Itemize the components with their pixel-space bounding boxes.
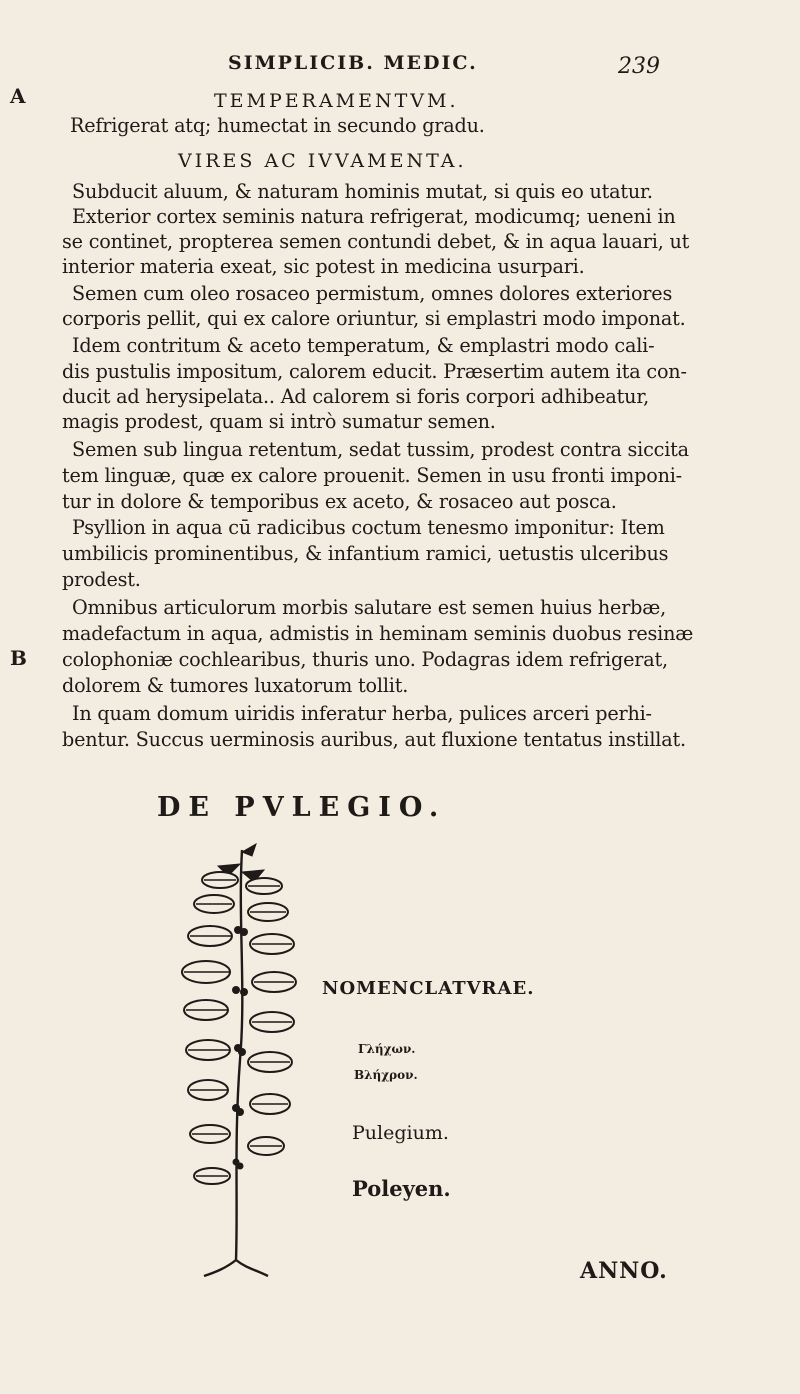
text-line: Idem contritum & aceto temperatum, & emplastri modo cali- (72, 334, 655, 357)
greek-name-glechon: Γλήχων. (358, 1042, 416, 1056)
text-line: ducit ad herysipelata.. Ad calorem si foris corpori adhibeatur, (62, 385, 650, 408)
nomenclature-heading: NOMENCLATVRAE. (322, 978, 535, 999)
margin-letter-b: B (10, 646, 27, 670)
text-line: bentur. Succus uerminosis auribus, aut fluxione tentatus instillat. (62, 728, 686, 751)
text-line: magis prodest, quam si intrò sumatur semen. (62, 410, 496, 433)
greek-name-blechron: Βλήχρον. (354, 1068, 418, 1082)
text-line: Semen sub lingua retentum, sedat tussim, prodest contra siccita (72, 438, 689, 461)
section-heading-pulegio: DE PVLEGIO. (157, 792, 447, 823)
text-line: prodest. (62, 568, 141, 591)
text-line: In quam domum uiridis inferatur herba, pulices arceri perhi- (72, 702, 652, 725)
margin-letter-a: A (10, 84, 26, 108)
text-line: tem linguæ, quæ ex calore prouenit. Semen in usu fronti imponi- (62, 464, 682, 487)
text-line: Exterior cortex seminis natura refrigerat, modicumq; ueneni in (72, 205, 676, 228)
text-line: umbilicis prominentibus, & infantium ramici, uetustis ulceribus (62, 542, 669, 565)
text-line: interior materia exeat, sic potest in medicina usurpari. (62, 255, 585, 278)
text-line: Omnibus articulorum morbis salutare est semen huius herbæ, (72, 596, 666, 619)
text-line: se continet, propterea semen contundi debet, & in aqua lauari, ut (62, 230, 690, 253)
catchword: ANNO. (580, 1258, 668, 1284)
temperamentum-text: Refrigerat atq; humectat in secundo gradu. (70, 114, 485, 137)
section-title-temperamentum: TEMPERAMENTVM. (214, 90, 459, 112)
pennyroyal-woodcut-illustration (176, 840, 302, 1280)
running-title: SIMPLICIB. MEDIC. (228, 52, 478, 74)
section-title-vires: VIRES AC IVVAMENTA. (178, 150, 467, 172)
text-line: dolorem & tumores luxatorum tollit. (62, 674, 409, 697)
text-line: madefactum in aqua, admistis in heminam seminis duobus resinæ (62, 622, 694, 645)
text-line: Semen cum oleo rosaceo permistum, omnes dolores exteriores (72, 282, 673, 305)
text-line: tur in dolore & temporibus ex aceto, & rosaceo aut posca. (62, 490, 617, 513)
text-line: colophoniæ cochlearibus, thuris uno. Podagras idem refrigerat, (62, 648, 668, 671)
text-line: Subducit aluum, & naturam hominis mutat, si quis eo utatur. (72, 180, 653, 203)
text-line: Psyllion in aqua cū radicibus coctum tenesmo imponitur: Item (72, 516, 665, 539)
latin-name: Pulegium. (352, 1122, 449, 1144)
text-line: dis pustulis impositum, calorem educit. Præsertim autem ita con- (62, 360, 687, 383)
page-number: 239 (618, 54, 660, 79)
german-name: Poleyen. (352, 1176, 451, 1201)
text-line: corporis pellit, qui ex calore oriuntur, si emplastri modo imponat. (62, 307, 686, 330)
